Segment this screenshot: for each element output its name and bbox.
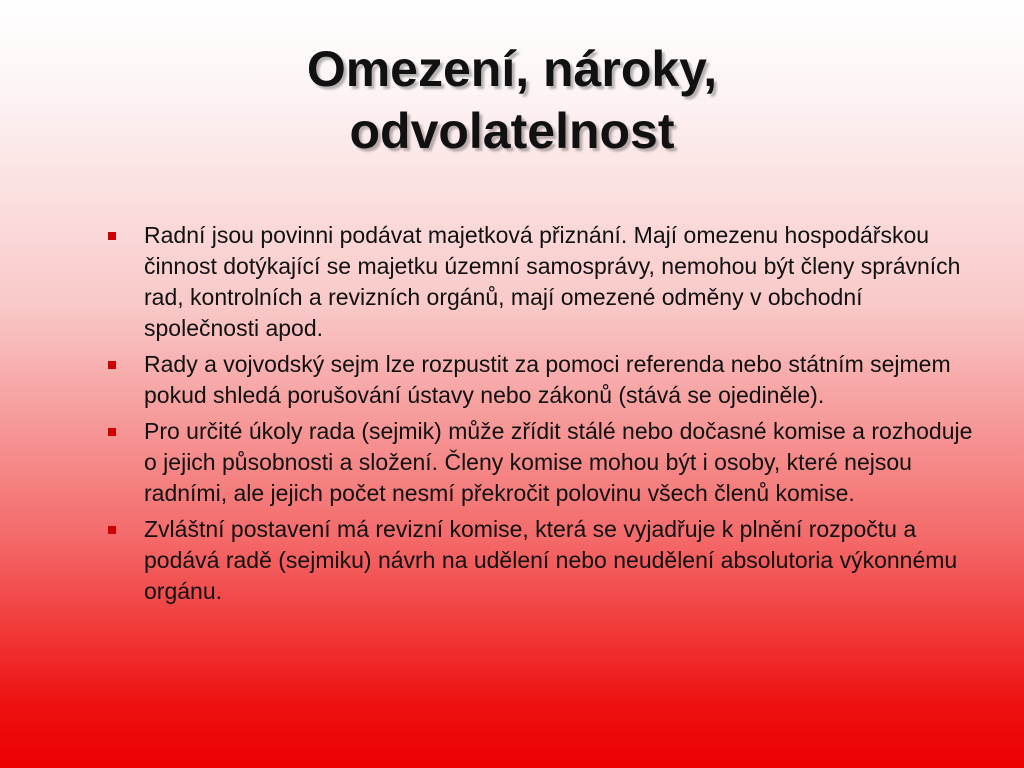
square-bullet-icon: [108, 526, 116, 534]
slide-title-line-1: Omezení, nároky,: [306, 41, 718, 97]
bullet-item: [106, 220, 976, 344]
square-bullet-icon: [108, 361, 116, 369]
bullet-item: [106, 514, 976, 607]
bullet-text: Zvláštní postavení má revizní komise, která se vyjadřuje k plnění rozpočtu a podává radě (sejmiku) návrh na udělení nebo neudělení absolutoria výkonnému orgánu.: [144, 516, 958, 604]
square-bullet-icon: [108, 428, 116, 436]
slide-title: [0, 38, 1024, 162]
bullet-text: Pro určité úkoly rada (sejmik) může zřídit stálé nebo dočasné komise a rozhoduje o jejich působnosti a složení. Členy komise mohou být i osoby, které nejsou radními, ale jejich počet nesmí překročit polovinu všech členů komise.: [144, 418, 973, 506]
slide-title-line-2: odvolatelnost: [349, 103, 675, 159]
bullet-text: Radní jsou povinni podávat majetková přiznání. Mají omezenu hospodářskou činnost dotýkající se majetku územní samosprávy, nemohou být členy správních rad, kontrolních a revizních orgánů, mají omezené odměny v obchodní společnosti apod.: [144, 222, 961, 341]
bullet-text: Rady a vojvodský sejm lze rozpustit za pomoci referenda nebo státním sejmem pokud shledá porušování ústavy nebo zákonů (stává se ojediněle).: [144, 351, 951, 408]
bullet-item: [106, 349, 976, 411]
bullet-item: [106, 416, 976, 509]
bullet-list: [106, 220, 976, 612]
square-bullet-icon: [108, 232, 116, 240]
